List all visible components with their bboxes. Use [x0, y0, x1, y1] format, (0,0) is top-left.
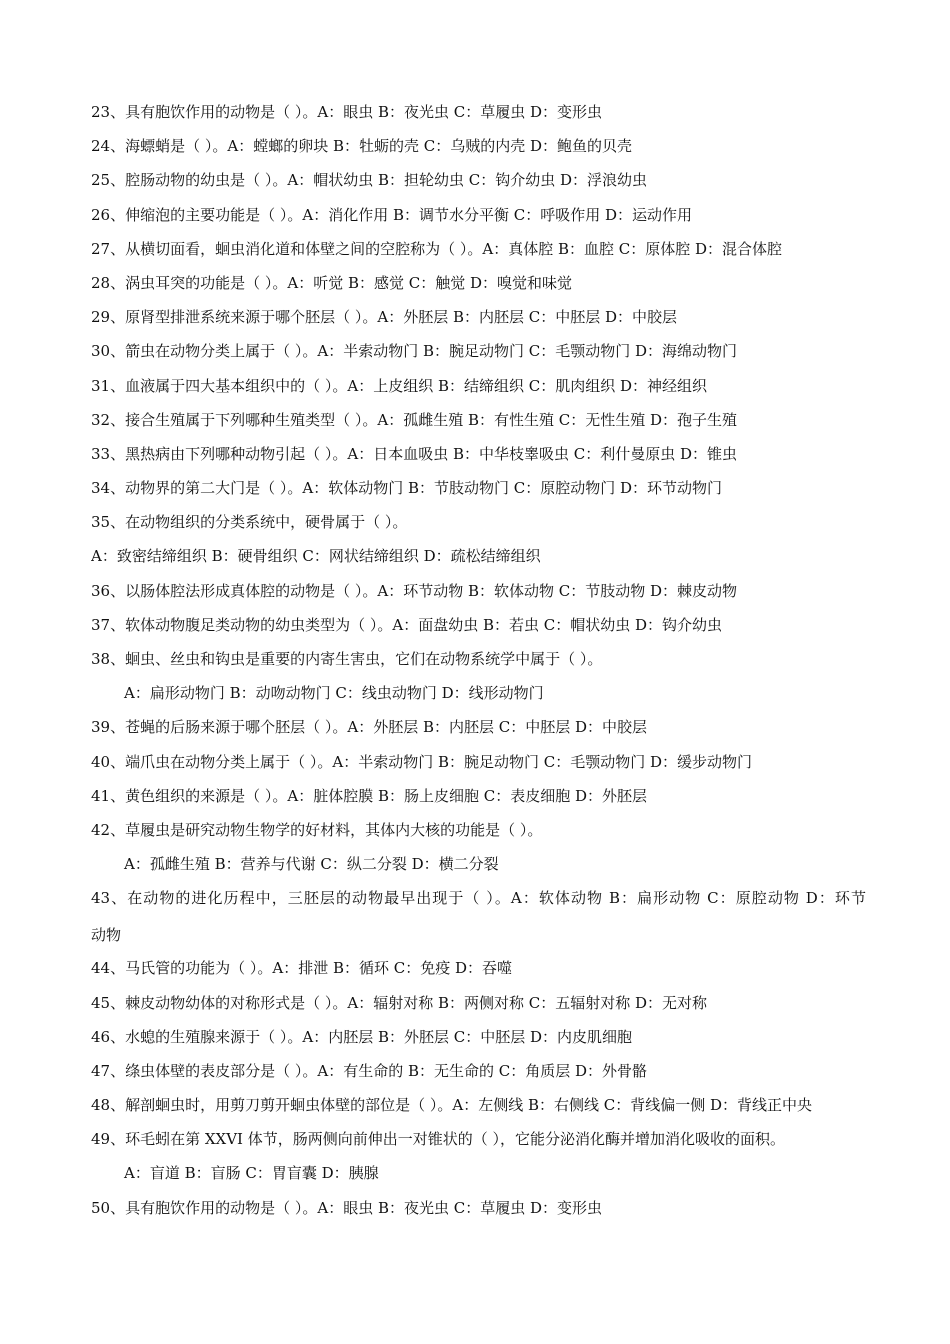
question-42: 42、草履虫是研究动物生物学的好材料，其体内大核的功能是（ ）。 — [91, 820, 543, 839]
question-38: 38、蛔虫、丝虫和钩虫是重要的内寄生害虫，它们在动物系统学中属于（ ）。 — [91, 650, 603, 668]
question-43-continued: 动物 — [91, 926, 122, 945]
question-38-options: A：扁形动物门 B：动吻动物门 C：线虫动物门 D：线形动物门 — [124, 684, 544, 703]
question-50: 50、具有胞饮作用的动物是（ ）。A：眼虫 B：夜光虫 C：草履虫 D：变形虫 — [91, 1198, 603, 1217]
question-list — [91, 97, 866, 1227]
question-46: 46、水螅的生殖腺来源于（ ）。A：内胚层 B：外胚层 C：中胚层 D：内皮肌细胞 — [91, 1027, 633, 1046]
question-40: 40、端爪虫在动物分类上属于（ ）。A：半索动物门 B：腕足动物门 C：毛颚动物门 D：缓步动物门 — [91, 752, 753, 771]
question-41: 41、黄色组织的来源是（ ）。A：脏体腔膜 B：肠上皮细胞 C：表皮细胞 D：外胚层 — [91, 786, 648, 805]
question-45: 45、棘皮动物幼体的对称形式是（ ）。A：辐射对称 B：两侧对称 C：五辐射对称 D：无对称 — [91, 993, 708, 1012]
question-49: 49、环毛蚓在第 XXVI 体节，肠两侧向前伸出一对锥状的（ ），它能分泌消化酶并增加消化吸收的面积。 — [91, 1130, 786, 1149]
question-37: 37、软体动物腹足类动物的幼虫类型为（ ）。A：面盘幼虫 B：若虫 C：帽状幼虫 D：钩介幼虫 — [91, 615, 723, 634]
question-47: 47、绦虫体壁的表皮部分是（ ）。A：有生命的 B：无生命的 C：角质层 D：外骨骼 — [91, 1061, 648, 1080]
question-43: 43、在动物的进化历程中，三胚层的动物最早出现于（ ）。A：软体动物 B：扁形动物 C：原腔动物 D：环节 — [91, 889, 866, 908]
question-23: 23、具有胞饮作用的动物是（ ）。A：眼虫 B：夜光虫 C：草履虫 D：变形虫 — [91, 103, 603, 121]
question-25: 25、腔肠动物的幼虫是（ ）。A：帽状幼虫 B：担轮幼虫 C：钩介幼虫 D：浮浪幼虫 — [91, 171, 648, 190]
question-33: 33、黑热病由下列哪种动物引起（ ）。A：日本血吸虫 B：中华枝睾吸虫 C：利什曼原虫 D：锥虫 — [91, 444, 738, 463]
question-49-options: A：盲道 B：盲肠 C：胃盲囊 D：胰腺 — [124, 1164, 379, 1183]
question-35-options: A：致密结缔组织 B：硬骨组织 C：网状结缔组织 D：疏松结缔组织 — [91, 547, 541, 566]
question-24: 24、海螵蛸是（ ）。A：螳螂的卵块 B：牡蛎的壳 C：乌贼的内壳 D：鲍鱼的贝壳 — [91, 137, 633, 156]
question-26: 26、伸缩泡的主要功能是（ ）。A：消化作用 B：调节水分平衡 C：呼吸作用 D：运动作用 — [91, 205, 693, 224]
question-42-options: A：孤雌生殖 B：营养与代谢 C：纵二分裂 D：横二分裂 — [124, 855, 499, 874]
question-29: 29、原肾型排泄系统来源于哪个胚层（ ）。A：外胚层 B：内胚层 C：中胚层 D：中胶层 — [91, 308, 678, 327]
question-48: 48、解剖蛔虫时，用剪刀剪开蛔虫体壁的部位是（ ）。A：左侧线 B：右侧线 C：背线偏一侧 D：背线正中央 — [91, 1096, 813, 1115]
question-32: 32、接合生殖属于下列哪种生殖类型（ ）。A：孤雌生殖 B：有性生殖 C：无性生殖 D：孢子生殖 — [91, 410, 738, 429]
question-44: 44、马氏管的功能为（ ）。A：排泄 B：循环 C：免疫 D：吞噬 — [91, 959, 513, 978]
question-39: 39、苍蝇的后肠来源于哪个胚层（ ）。A：外胚层 B：内胚层 C：中胚层 D：中胶层 — [91, 718, 648, 737]
question-35: 35、在动物组织的分类系统中，硬骨属于（ ）。 — [91, 513, 408, 532]
question-27: 27、从横切面看，蛔虫消化道和体壁之间的空腔称为（ ）。A：真体腔 B：血腔 C：原体腔 D：混合体腔 — [91, 239, 783, 258]
question-36: 36、以肠体腔法形成真体腔的动物是（ ）。A：环节动物 B：软体动物 C：节肢动物 D：棘皮动物 — [91, 581, 738, 600]
question-30: 30、箭虫在动物分类上属于（ ）。A：半索动物门 B：腕足动物门 C：毛颚动物门 D：海绵动物门 — [91, 342, 738, 361]
question-34: 34、动物界的第二大门是（ ）。A：软体动物门 B：节肢动物门 C：原腔动物门 D：环节动物门 — [91, 479, 723, 498]
question-31: 31、血液属于四大基本组织中的（ ）。A：上皮组织 B：结缔组织 C：肌肉组织 D：神经组织 — [91, 376, 708, 395]
question-28: 28、涡虫耳突的功能是（ ）。A：听觉 B：感觉 C：触觉 D：嗅觉和味觉 — [91, 273, 573, 292]
